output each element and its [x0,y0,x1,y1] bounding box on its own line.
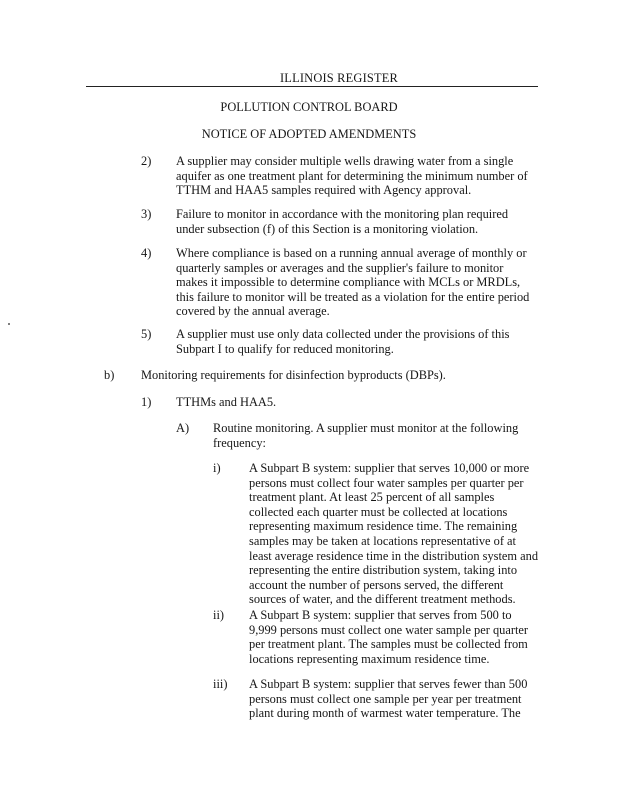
item-i-number: i) [213,461,221,475]
notice-title: NOTICE OF ADOPTED AMENDMENTS [201,127,417,141]
register-title: ILLINOIS REGISTER [279,71,398,85]
item-ii-text: A Subpart B system: supplier that serves from 500 to 9,999 persons must collect one water sample per quarter per treatment plant. The samples must be collected from locations representing maximum residence time. [249,608,529,666]
item-4-text: Where compliance is based on a running annual average of monthly or quarterly samples or averages and the supplier's failure to monitor makes it impossible to determine compliance with MCLs or MRDLs, this failure to monitor will be treated as a violation for the entire period covered by the annual average. [176,246,530,319]
item-5-text: A supplier must use only data collected under the provisions of this Subpart I to qualify for reduced monitoring. [176,327,510,356]
item-2-text: A supplier may consider multiple wells drawing water from a single aquifer as one treatment plant for determining the minimum number of TTHM and HAA5 samples required with Agency approval. [176,154,528,198]
item-i-text: A Subpart B system: supplier that serves 10,000 or more persons must collect four water samples per quarter per treatment plant. At least 25 percent of all samples collected each quarter must be collected at locations representing maximum residence time. The remaining samples may be taken at locations representative of at least average residence time in the distribution system and representing the entire distribution system, taking into account the number of persons served, the different sources of water, and the different treatment methods. [249,461,539,607]
register-header [0,71,618,86]
board-title: POLLUTION CONTROL BOARD [220,100,398,114]
item-2-number: 2) [141,154,152,168]
item-5-number: 5) [141,327,152,341]
item-A-number: A) [176,421,190,435]
subsection-b-number: b) [104,368,115,382]
item-b1-number: 1) [141,395,152,409]
item-iii-number: iii) [213,677,228,691]
item-iii-text: A Subpart B system: supplier that serves fewer than 500 persons must collect one sample per year per treatment plant during month of warmest water temperature. The [249,677,528,721]
header-rule [86,86,538,87]
item-3-number: 3) [141,207,152,221]
subsection-b-text: Monitoring requirements for disinfection byproducts (DBPs). [141,368,446,382]
item-3-text: Failure to monitor in accordance with the monitoring plan required under subsection (f) of this Section is a monitoring violation. [176,207,509,236]
item-ii-number: ii) [213,608,225,622]
item-4-number: 4) [141,246,152,260]
item-A-text: Routine monitoring. A supplier must monitor at the following frequency: [213,421,519,450]
margin-speck [8,323,10,325]
item-b1-text: TTHMs and HAA5. [176,395,277,409]
